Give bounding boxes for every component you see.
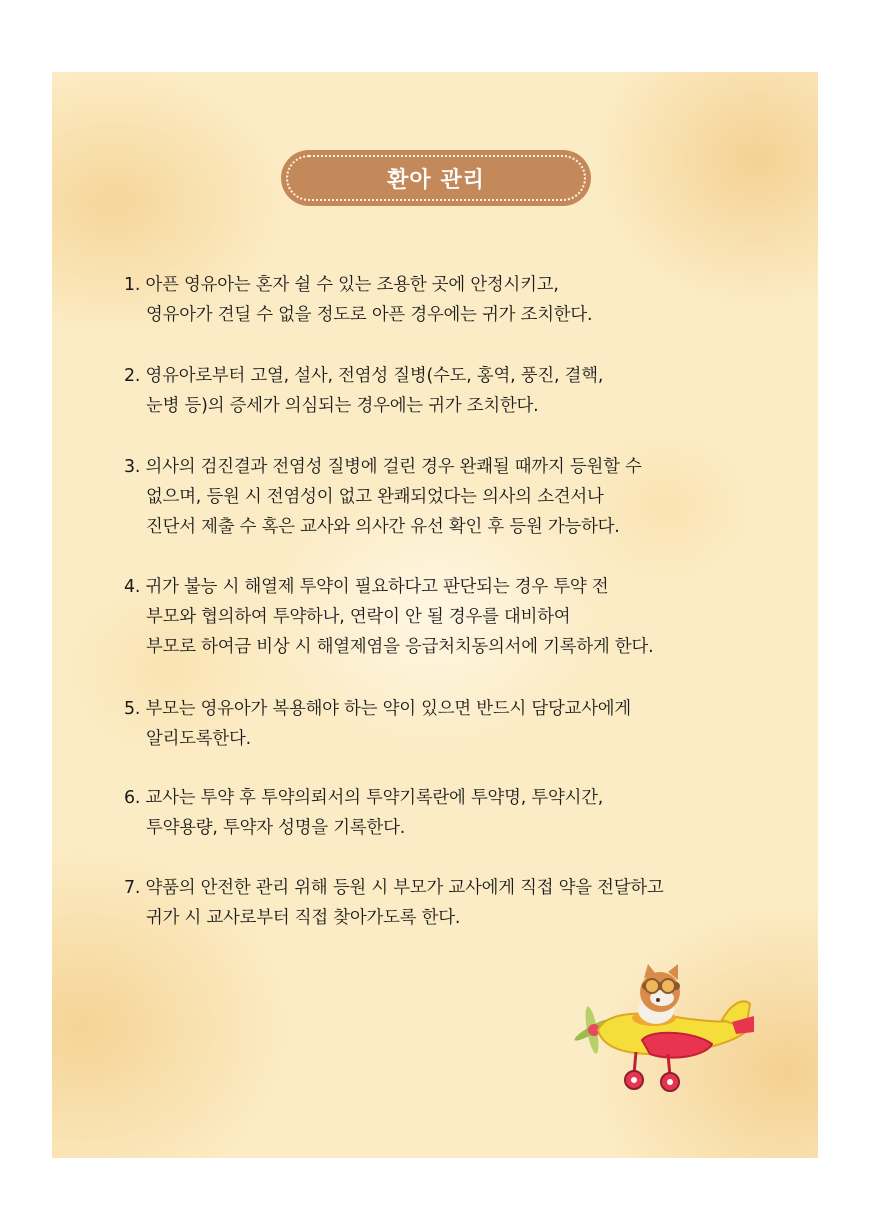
rule-line: 귀가 시 교사로부터 직접 찾아가도록 한다. <box>146 908 461 928</box>
rule-line: 7. 약품의 안전한 관리 위해 등원 시 부모가 교사에게 직접 약을 전달하고 <box>124 878 664 898</box>
rule-item-2 <box>124 361 764 421</box>
rule-line: 2. 영유아로부터 고열, 설사, 전염성 질병(수도, 홍역, 풍진, 결핵, <box>124 366 604 386</box>
rule-item-5 <box>124 694 764 754</box>
title-banner <box>281 150 591 206</box>
rule-line: 부모와 협의하여 투약하나, 연락이 안 될 경우를 대비하여 <box>146 607 571 627</box>
rule-item-4 <box>124 572 764 662</box>
rule-item-7 <box>124 873 764 933</box>
rule-item-6 <box>124 783 764 843</box>
rule-line: 영유아가 견딜 수 없을 정도로 아픈 경우에는 귀가 조치한다. <box>146 305 593 325</box>
rule-line: 투약용량, 투약자 성명을 기록한다. <box>146 818 406 838</box>
rule-item-1 <box>124 270 764 330</box>
rule-line: 1. 아픈 영유아는 혼자 쉴 수 있는 조용한 곳에 안정시키고, <box>124 275 559 295</box>
rule-line: 5. 부모는 영유아가 복용해야 하는 약이 있으면 반드시 담당교사에게 <box>124 699 632 719</box>
rule-item-3 <box>124 452 764 542</box>
cat-pilot-airplane-icon <box>572 958 756 1100</box>
rule-line: 3. 의사의 검진결과 전염성 질병에 걸린 경우 완쾌될 때까지 등원할 수 <box>124 457 642 477</box>
rule-line: 눈병 등)의 증세가 의심되는 경우에는 귀가 조치한다. <box>146 396 539 416</box>
rule-line: 부모로 하여금 비상 시 해열제염을 응급처치동의서에 기록하게 한다. <box>146 637 654 657</box>
page-title: 환아 관리 <box>387 167 485 193</box>
rule-line: 4. 귀가 불능 시 해열제 투약이 필요하다고 판단되는 경우 투약 전 <box>124 577 609 597</box>
rule-line: 6. 교사는 투약 후 투약의뢰서의 투약기록란에 투약명, 투약시간, <box>124 788 604 808</box>
rule-line: 진단서 제출 수 혹은 교사와 의사간 유선 확인 후 등원 가능하다. <box>146 517 620 537</box>
rule-line: 없으며, 등원 시 전염성이 없고 완쾌되었다는 의사의 소견서나 <box>146 487 604 507</box>
rule-line: 알리도록한다. <box>146 729 251 749</box>
